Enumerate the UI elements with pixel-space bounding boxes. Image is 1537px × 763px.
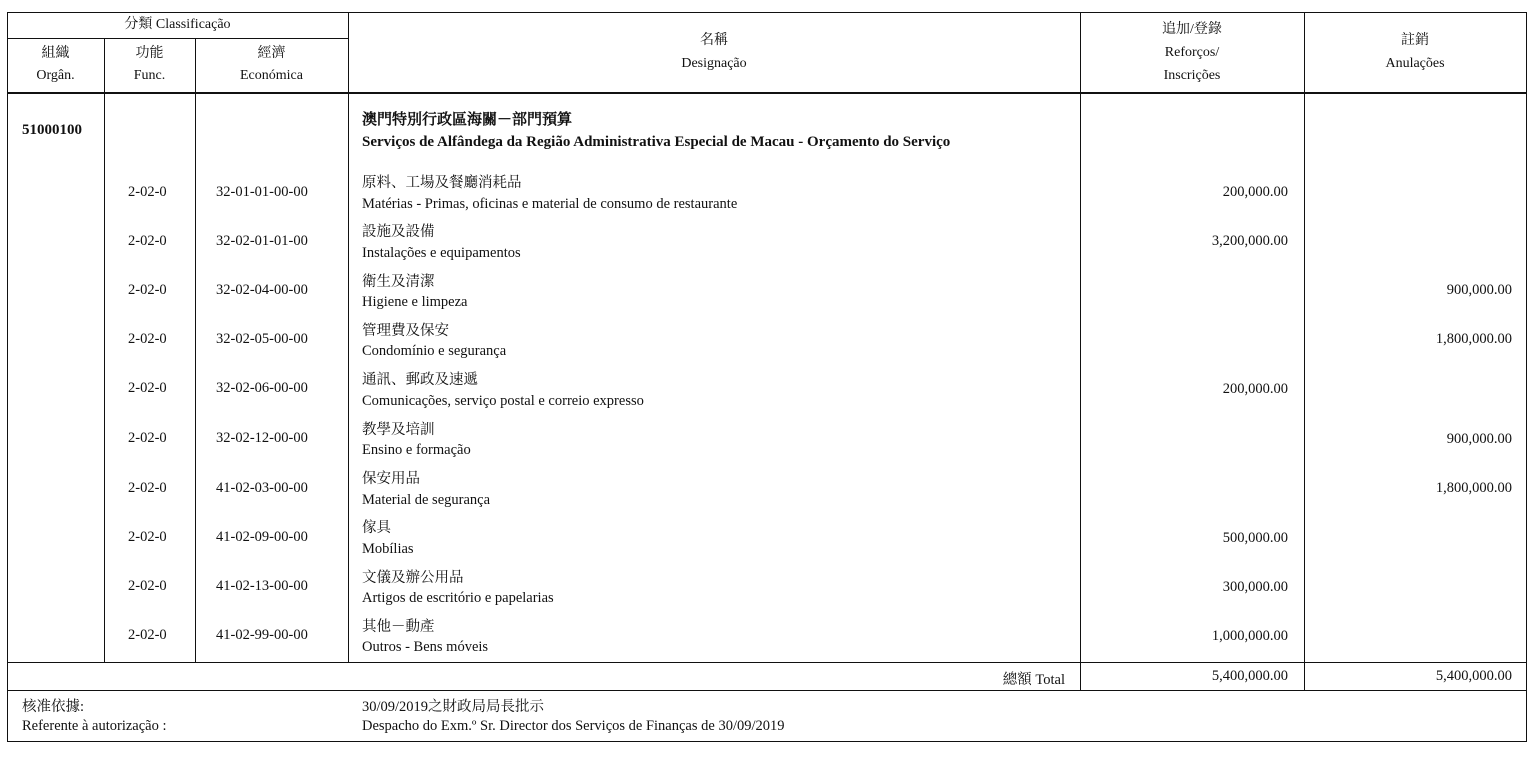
econ-code: 32-02-06-00-00	[216, 380, 308, 396]
rule-total-bottom	[7, 690, 1527, 691]
reforcos-value: 3,200,000.00	[1211, 233, 1288, 249]
designation-pt: Material de segurança	[362, 492, 491, 508]
header-anul-pt: Anulações	[1385, 56, 1445, 71]
header-classificacao: 分類 Classificação	[124, 17, 231, 32]
reforcos-value: 500,000.00	[1222, 530, 1288, 546]
anulacoes-value: 900,000.00	[1446, 431, 1512, 447]
designation-pt: Higiene e limpeza	[362, 294, 468, 310]
reforcos-value: 1,000,000.00	[1211, 628, 1288, 644]
header-anul-zh: 註銷	[1401, 33, 1429, 48]
designation-pt: Artigos de escritório e papelarias	[362, 590, 554, 606]
designation-zh: 管理費及保安	[362, 323, 449, 339]
econ-code: 32-02-05-00-00	[216, 331, 308, 347]
designation-zh: 其他－動產	[362, 619, 435, 635]
header-reforcos-pt1: Reforços/	[1164, 45, 1220, 60]
rule-top	[7, 12, 1527, 13]
designation-zh: 文儀及辦公用品	[362, 570, 464, 586]
despacho-zh: 30/09/2019之財政局局長批示	[362, 699, 545, 715]
header-organ-zh: 組織	[41, 46, 70, 61]
rule-left	[7, 12, 8, 742]
header-organ-pt: Orgân.	[36, 68, 75, 83]
econ-code: 32-02-04-00-00	[216, 282, 308, 298]
header-desig-zh: 名稱	[700, 33, 728, 48]
designation-zh: 原料、工場及餐廳消耗品	[362, 175, 522, 191]
rule-header-bottom	[7, 92, 1527, 94]
reforcos-value: 200,000.00	[1222, 184, 1288, 200]
rule-classif-bottom	[7, 38, 348, 39]
func-code: 2-02-0	[128, 529, 167, 545]
func-code: 2-02-0	[128, 380, 167, 396]
econ-code: 41-02-09-00-00	[216, 529, 308, 545]
econ-code: 32-01-01-00-00	[216, 184, 308, 200]
func-code: 2-02-0	[128, 331, 167, 347]
econ-code: 32-02-01-01-00	[216, 233, 308, 249]
header-func-zh: 功能	[135, 46, 164, 61]
rule-bottom	[7, 741, 1527, 742]
func-code: 2-02-0	[128, 282, 167, 298]
econ-code: 41-02-13-00-00	[216, 578, 308, 594]
designation-zh: 通訊、郵政及速遞	[362, 372, 478, 388]
authorization-basis-pt: Referente à autorização :	[22, 718, 167, 734]
service-name-zh: 澳門特別行政區海關－部門預算	[362, 112, 573, 128]
func-code: 2-02-0	[128, 480, 167, 496]
total-reforcos: 5,400,000.00	[1211, 668, 1288, 684]
designation-pt: Instalações e equipamentos	[362, 245, 521, 261]
designation-zh: 保安用品	[362, 471, 420, 487]
designation-pt: Ensino e formação	[362, 442, 471, 458]
header-func-pt: Func.	[133, 68, 166, 83]
func-code: 2-02-0	[128, 430, 167, 446]
func-code: 2-02-0	[128, 233, 167, 249]
rule-col-reforcos	[1304, 12, 1305, 691]
service-name-pt: Serviços de Alfândega da Região Administrativa Especial de Macau - Orçamento do Serviço	[362, 134, 951, 150]
func-code: 2-02-0	[128, 627, 167, 643]
rule-col-func	[195, 38, 196, 663]
anulacoes-value: 1,800,000.00	[1435, 480, 1512, 496]
designation-pt: Mobílias	[362, 541, 414, 557]
rule-right	[1526, 12, 1527, 742]
designation-pt: Outros - Bens móveis	[362, 639, 489, 655]
total-anulacoes: 5,400,000.00	[1435, 668, 1512, 684]
econ-code: 32-02-12-00-00	[216, 430, 308, 446]
reforcos-value: 300,000.00	[1222, 579, 1288, 595]
total-label: 總額 Total	[1002, 672, 1065, 688]
designation-pt: Comunicações, serviço postal e correio expresso	[362, 393, 644, 409]
designation-zh: 衛生及清潔	[362, 274, 435, 290]
header-reforcos-pt2: Inscrições	[1163, 68, 1221, 83]
designation-zh: 設施及設備	[362, 224, 435, 240]
rule-body-bottom	[7, 662, 1527, 663]
func-code: 2-02-0	[128, 184, 167, 200]
authorization-basis-zh: 核准依據:	[22, 699, 85, 715]
econ-code: 41-02-99-00-00	[216, 627, 308, 643]
header-econ-zh: 經濟	[257, 46, 286, 61]
anulacoes-value: 900,000.00	[1446, 282, 1512, 298]
header-econ-pt: Económica	[240, 68, 303, 83]
reforcos-value: 200,000.00	[1222, 381, 1288, 397]
rule-col-econ	[348, 12, 349, 663]
header-desig-pt: Designação	[681, 56, 747, 71]
func-code: 2-02-0	[128, 578, 167, 594]
header-reforcos-zh: 追加/登錄	[1162, 22, 1222, 37]
anulacoes-value: 1,800,000.00	[1435, 331, 1512, 347]
designation-pt: Matérias - Primas, oficinas e material de consumo de restaurante	[362, 196, 738, 212]
rule-col-organ	[104, 38, 105, 663]
econ-code: 41-02-03-00-00	[216, 480, 308, 496]
designation-zh: 傢具	[362, 520, 391, 536]
designation-pt: Condomínio e segurança	[362, 343, 507, 359]
designation-zh: 教學及培訓	[362, 422, 435, 438]
despacho-pt: Despacho do Exm.º Sr. Director dos Serviços de Finanças de 30/09/2019	[362, 718, 785, 734]
organ-code: 51000100	[22, 122, 82, 138]
